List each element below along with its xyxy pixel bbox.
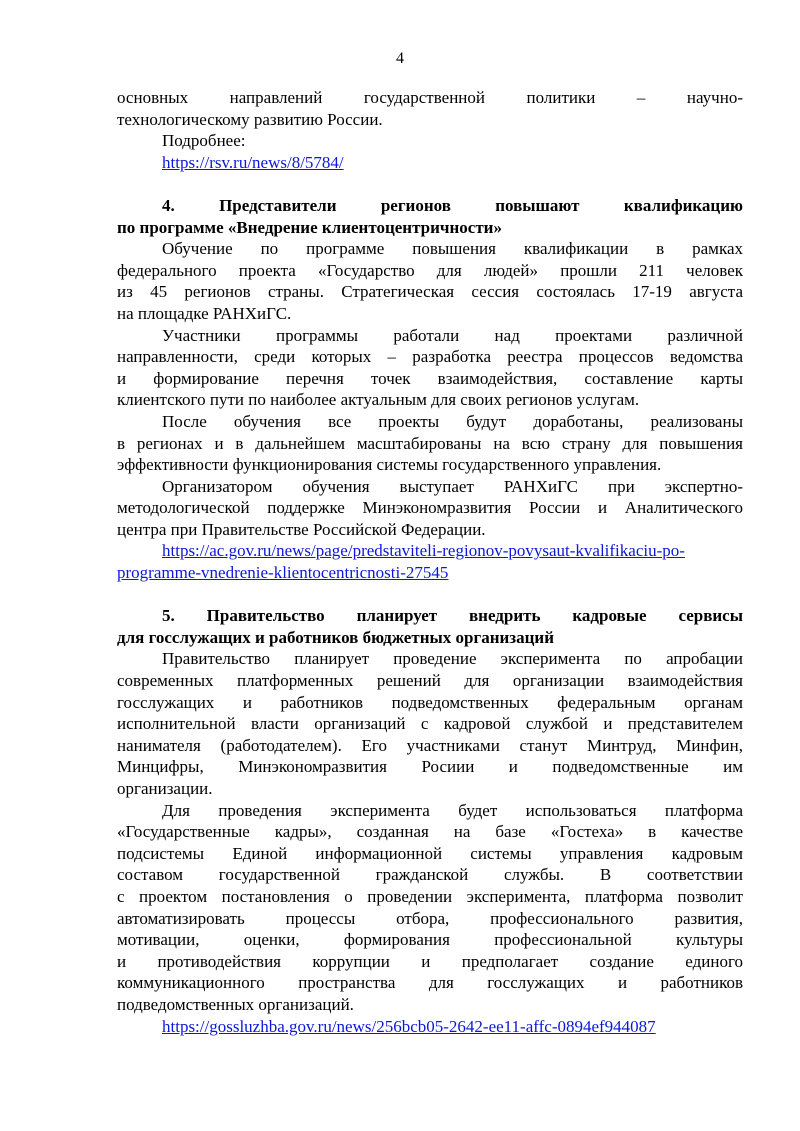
- ac-gov-news-link-cont[interactable]: programme-vnedrenie-klientocentricnosti-27545: [117, 563, 449, 583]
- text-line: на площадке РАНХиГС.: [117, 303, 292, 323]
- text-line: подведомственных организаций.: [117, 994, 354, 1014]
- text-line: направленности, среди которых – разработка реестра процессов ведомства: [117, 347, 743, 367]
- text-line: «Государственные кадры», созданная на базе «Гостеха» в качестве: [117, 822, 743, 842]
- ac-gov-news-link[interactable]: https://ac.gov.ru/news/page/predstaviteli-regionov-povysaut-kvalifikaciu-po-: [162, 541, 685, 561]
- section-5-heading-line2: для госслужащих и работников бюджетных организаций: [117, 627, 554, 647]
- text-line: Участники программы работали над проектами различной: [162, 325, 743, 345]
- text-line: Для проведения эксперимента будет использоваться платформа: [162, 800, 743, 820]
- text-line: основных направлений государственной политики – научно-: [117, 88, 743, 107]
- text-line: составом государственной гражданской службы. В соответствии: [117, 865, 743, 885]
- text-line: автоматизировать процессы отбора, профессионального развития,: [117, 908, 743, 928]
- text-line: Правительство планирует проведение эксперимента по апробации: [162, 649, 743, 669]
- text-line: центра при Правительстве Российской Федерации.: [117, 519, 486, 539]
- page-content: [117, 87, 743, 1037]
- text-line: исполнительной власти организаций с кадровой службой и представителем: [117, 714, 743, 734]
- text-line: организации.: [117, 779, 213, 798]
- section-4: [117, 195, 743, 584]
- section-5: [117, 605, 743, 1037]
- text-line: и противодействия коррупции и предполагает создание единого: [117, 951, 743, 971]
- text-line: мотивации, оценки, формирования профессиональной культуры: [117, 930, 743, 950]
- text-line: госслужащих и работников подведомственных федеральным органам: [117, 692, 743, 712]
- text-line: нанимателя (работодателем). Его участниками станут Минтруд, Минфин,: [117, 735, 743, 755]
- text-line: Организатором обучения выступает РАНХиГС при экспертно-: [162, 476, 743, 496]
- text-line: Минцифры, Минэкономразвития Росиии и подведомственные им: [117, 757, 743, 777]
- rsv-news-link[interactable]: https://rsv.ru/news/8/5784/: [162, 152, 344, 172]
- text-line: современных платформенных решений для организации взаимодействия: [117, 671, 743, 691]
- text-line: из 45 регионов страны. Стратегическая сессия состоялась 17-19 августа: [117, 282, 743, 302]
- more-label: Подробнее:: [162, 131, 246, 151]
- page-number: 4: [396, 50, 404, 67]
- text-line: После обучения все проекты будут доработаны, реализованы: [162, 411, 743, 431]
- section-4-heading-line2: по программе «Внедрение клиентоцентричности»: [117, 217, 502, 237]
- text-line: с проектом постановления о проведении эксперимента, платформа позволит: [117, 886, 743, 906]
- text-line: Обучение по программе повышения квалификации в рамках: [162, 239, 743, 259]
- text-line: технологическому развитию России.: [117, 109, 383, 129]
- text-line: и формирование перечня точек взаимодействия, составление карты: [117, 368, 743, 388]
- section-5-heading: 5. Правительство планирует внедрить кадровые сервисы: [162, 606, 743, 626]
- text-line: эффективности функционирования системы государственного управления.: [117, 455, 662, 475]
- text-line: подсистемы Единой информационной системы управления кадровым: [117, 843, 743, 863]
- text-line: федерального проекта «Государство для людей» прошли 211 человек: [117, 260, 743, 280]
- text-line: методологической поддержке Минэкономразвития России и Аналитического: [117, 498, 743, 518]
- gossluzhba-news-link[interactable]: https://gossluzhba.gov.ru/news/256bcb05-2642-ee11-affc-0894ef944087: [162, 1016, 656, 1036]
- text-line: в регионах и в дальнейшем масштабированы на всю страну для повышения: [117, 433, 743, 453]
- text-line: коммуникационного пространства для госслужащих и работников: [117, 973, 743, 993]
- text-line: клиентского пути по наиболее актуальным для своих регионов услугам.: [117, 390, 640, 410]
- section-4-heading: 4. Представители регионов повышают квалификацию: [162, 195, 743, 215]
